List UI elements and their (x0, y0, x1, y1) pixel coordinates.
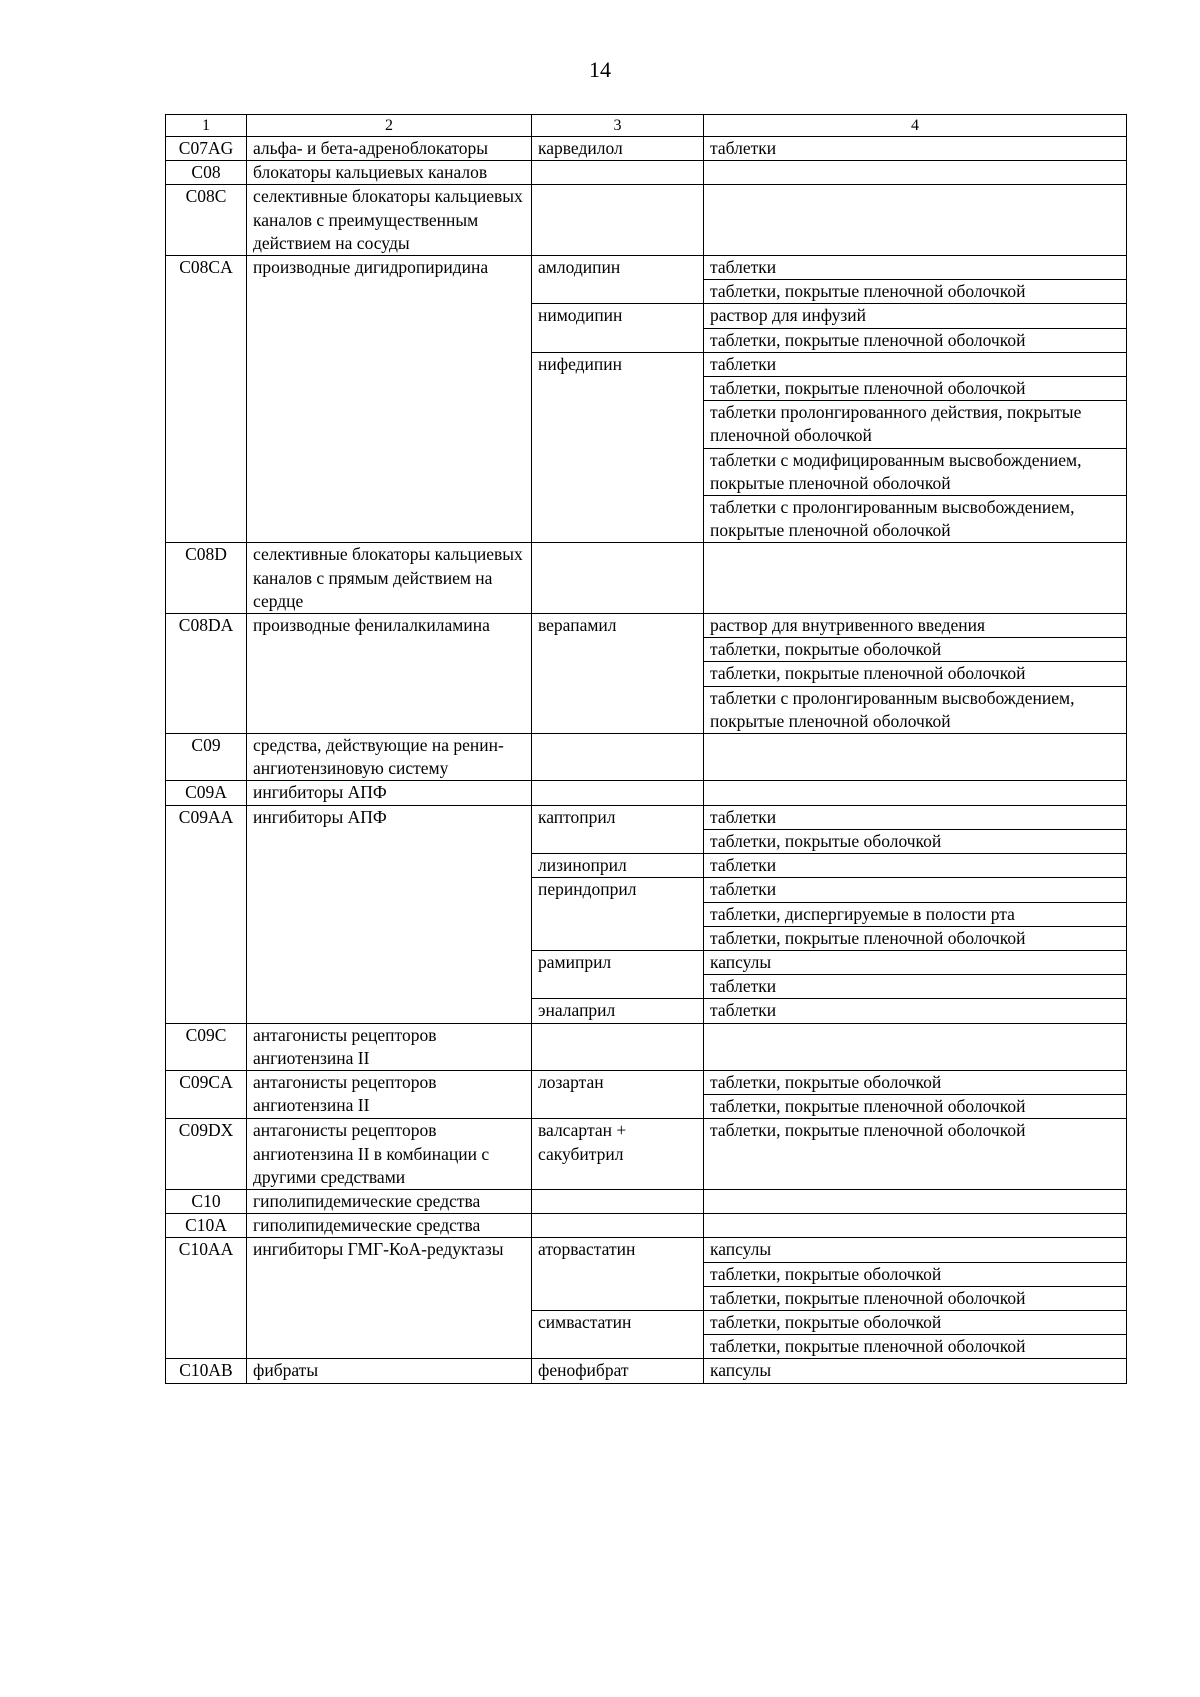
atc-code-cell: C10AA (166, 1238, 247, 1359)
group-name-cell: средства, действующие на ренин-ангиотензиновую систему (247, 734, 532, 781)
dosage-form-cell: таблетки, покрытые пленочной оболочкой (704, 1095, 1127, 1119)
drug-name-cell (532, 185, 704, 256)
drug-name-cell (532, 1189, 704, 1213)
group-name-cell: гиполипидемические средства (247, 1189, 532, 1213)
table-row (166, 614, 1127, 638)
dosage-form-cell: таблетки (704, 854, 1127, 878)
dosage-form-cell (704, 185, 1127, 256)
dosage-form-cell: таблетки (704, 137, 1127, 161)
atc-code-cell: C09AA (166, 805, 247, 1023)
atc-code-cell: C09 (166, 734, 247, 781)
group-name-cell: производные дигидропиридина (247, 256, 532, 543)
group-name-cell: ингибиторы ГМГ-КоА-редуктазы (247, 1238, 532, 1359)
column-header-4: 4 (704, 115, 1127, 137)
table-row (166, 161, 1127, 185)
drug-table-body (166, 115, 1127, 1384)
atc-code-cell: C10 (166, 1189, 247, 1213)
dosage-form-cell: таблетки с пролонгированным высвобождением, покрытые пленочной оболочкой (704, 686, 1127, 733)
group-name-cell: ингибиторы АПФ (247, 805, 532, 1023)
group-name-cell: производные фенилалкиламина (247, 614, 532, 734)
drug-name-cell: лизиноприл (532, 854, 704, 878)
dosage-form-cell: таблетки, покрытые пленочной оболочкой (704, 1119, 1127, 1190)
group-name-cell: блокаторы кальциевых каналов (247, 161, 532, 185)
table-row (166, 1189, 1127, 1213)
atc-code-cell: C09DX (166, 1119, 247, 1190)
group-name-cell: альфа- и бета-адреноблокаторы (247, 137, 532, 161)
dosage-form-cell: таблетки, покрытые пленочной оболочкой (704, 377, 1127, 401)
atc-code-cell: C08 (166, 161, 247, 185)
dosage-form-cell: таблетки, покрытые пленочной оболочкой (704, 926, 1127, 950)
dosage-form-cell (704, 1189, 1127, 1213)
dosage-form-cell (704, 1023, 1127, 1070)
drug-name-cell: верапамил (532, 614, 704, 734)
group-name-cell: антагонисты рецепторов ангиотензина II в комбинации с другими средствами (247, 1119, 532, 1190)
dosage-form-cell: таблетки, покрытые оболочкой (704, 829, 1127, 853)
dosage-form-cell: таблетки с пролонгированным высвобождением, покрытые пленочной оболочкой (704, 496, 1127, 543)
dosage-form-cell: таблетки (704, 352, 1127, 376)
dosage-form-cell: таблетки (704, 805, 1127, 829)
dosage-form-cell (704, 781, 1127, 805)
group-name-cell: селективные блокаторы кальциевых каналов с преимущественным действием на сосуды (247, 185, 532, 256)
group-name-cell: гиполипидемические средства (247, 1214, 532, 1238)
table-row (166, 543, 1127, 614)
dosage-form-cell (704, 734, 1127, 781)
table-row (166, 137, 1127, 161)
table-row (166, 781, 1127, 805)
drug-name-cell: лозартан (532, 1070, 704, 1118)
drug-name-cell (532, 781, 704, 805)
dosage-form-cell: таблетки (704, 878, 1127, 902)
dosage-form-cell: таблетки пролонгированного действия, покрытые пленочной оболочкой (704, 401, 1127, 448)
drug-name-cell: карведилол (532, 137, 704, 161)
atc-code-cell: C08CA (166, 256, 247, 543)
dosage-form-cell: таблетки (704, 975, 1127, 999)
column-header-row (166, 115, 1127, 137)
atc-code-cell: C10AB (166, 1359, 247, 1383)
atc-code-cell: C09CA (166, 1070, 247, 1118)
dosage-form-cell: таблетки, покрытые оболочкой (704, 638, 1127, 662)
drug-name-cell: симвастатин (532, 1310, 704, 1358)
group-name-cell: антагонисты рецепторов ангиотензина II (247, 1023, 532, 1070)
drug-name-cell: рамиприл (532, 950, 704, 998)
group-name-cell: селективные блокаторы кальциевых каналов с прямым действием на сердце (247, 543, 532, 614)
table-row (166, 734, 1127, 781)
table-row (166, 256, 1127, 280)
dosage-form-cell (704, 543, 1127, 614)
dosage-form-cell: таблетки, покрытые пленочной оболочкой (704, 328, 1127, 352)
column-header-1: 1 (166, 115, 247, 137)
drug-name-cell (532, 543, 704, 614)
table-row (166, 1214, 1127, 1238)
page-number: 14 (589, 57, 611, 82)
dosage-form-cell: капсулы (704, 950, 1127, 974)
atc-code-cell: C09C (166, 1023, 247, 1070)
drug-name-cell (532, 161, 704, 185)
table-row (166, 1119, 1127, 1190)
table-row (166, 805, 1127, 829)
dosage-form-cell: таблетки, покрытые пленочной оболочкой (704, 662, 1127, 686)
dosage-form-cell: таблетки, покрытые пленочной оболочкой (704, 1335, 1127, 1359)
dosage-form-cell: капсулы (704, 1238, 1127, 1262)
drug-name-cell: валсартан + сакубитрил (532, 1119, 704, 1190)
dosage-form-cell: таблетки, покрытые оболочкой (704, 1262, 1127, 1286)
table-row (166, 1070, 1127, 1094)
dosage-form-cell: раствор для внутривенного введения (704, 614, 1127, 638)
drug-name-cell (532, 1214, 704, 1238)
table-row (166, 1238, 1127, 1262)
table-row (166, 1359, 1127, 1383)
dosage-form-cell: таблетки (704, 999, 1127, 1023)
drug-name-cell: периндоприл (532, 878, 704, 951)
dosage-form-cell: таблетки, покрытые оболочкой (704, 1070, 1127, 1094)
column-header-3: 3 (532, 115, 704, 137)
dosage-form-cell: таблетки, покрытые пленочной оболочкой (704, 1286, 1127, 1310)
dosage-form-cell: таблетки с модифицированным высвобождением, покрытые пленочной оболочкой (704, 448, 1127, 495)
table-row (166, 1023, 1127, 1070)
atc-code-cell: C08C (166, 185, 247, 256)
drug-name-cell: каптоприл (532, 805, 704, 853)
dosage-form-cell: таблетки, диспергируемые в полости рта (704, 902, 1127, 926)
drug-table (165, 114, 1127, 1384)
atc-code-cell: C08DA (166, 614, 247, 734)
atc-code-cell: C10A (166, 1214, 247, 1238)
group-name-cell: фибраты (247, 1359, 532, 1383)
drug-name-cell: нифедипин (532, 352, 704, 543)
drug-name-cell: эналаприл (532, 999, 704, 1023)
dosage-form-cell: капсулы (704, 1359, 1127, 1383)
dosage-form-cell: таблетки, покрытые оболочкой (704, 1310, 1127, 1334)
group-name-cell: ингибиторы АПФ (247, 781, 532, 805)
dosage-form-cell (704, 161, 1127, 185)
group-name-cell: антагонисты рецепторов ангиотензина II (247, 1070, 532, 1118)
dosage-form-cell (704, 1214, 1127, 1238)
atc-code-cell: C07AG (166, 137, 247, 161)
drug-name-cell: аторвастатин (532, 1238, 704, 1311)
table-row (166, 185, 1127, 256)
dosage-form-cell: таблетки, покрытые пленочной оболочкой (704, 280, 1127, 304)
atc-code-cell: C09A (166, 781, 247, 805)
drug-name-cell: фенофибрат (532, 1359, 704, 1383)
drug-name-cell (532, 734, 704, 781)
column-header-2: 2 (247, 115, 532, 137)
drug-name-cell: амлодипин (532, 256, 704, 304)
drug-name-cell: нимодипин (532, 304, 704, 352)
drug-name-cell (532, 1023, 704, 1070)
dosage-form-cell: раствор для инфузий (704, 304, 1127, 328)
dosage-form-cell: таблетки (704, 256, 1127, 280)
atc-code-cell: C08D (166, 543, 247, 614)
